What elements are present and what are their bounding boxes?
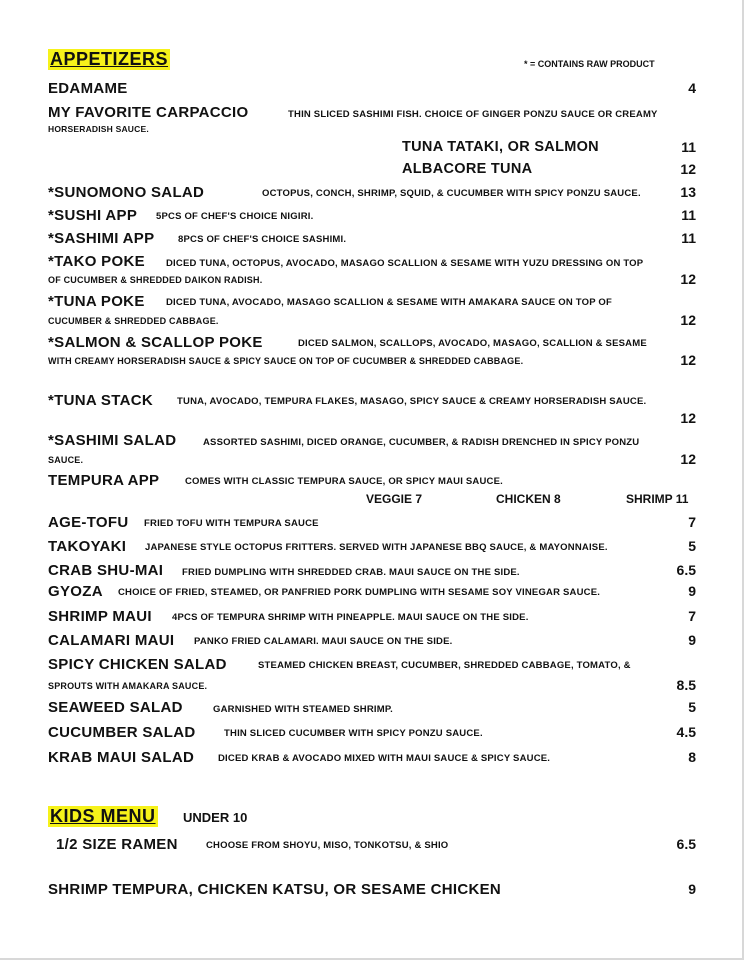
item-price: 4.5 [676, 724, 696, 740]
item-description: COMES WITH CLASSIC TEMPURA SAUCE, OR SPICY MAUI SAUCE. [185, 476, 503, 487]
item-price: 12 [680, 161, 696, 177]
item-name: *TUNA STACK [48, 392, 153, 409]
item-price: 12 [680, 271, 696, 287]
item-description: DICED TUNA, OCTOPUS, AVOCADO, MASAGO SCALLION & SESAME WITH YUZU DRESSING ON TOP [166, 258, 644, 269]
item-price: 7 [688, 514, 696, 530]
item-description: CHOICE OF FRIED, STEAMED, OR PANFRIED PORK DUMPLING WITH SESAME SOY VINEGAR SAUCE. [118, 587, 601, 598]
item-description: FRIED TOFU WITH TEMPURA SAUCE [144, 518, 319, 529]
kids-menu-subheading: UNDER 10 [183, 810, 248, 825]
item-name: KRAB MAUI SALAD [48, 749, 195, 766]
item-price: 12 [680, 352, 696, 368]
item-description: PANKO FRIED CALAMARI. MAUI SAUCE ON THE SIDE. [194, 636, 453, 647]
item-description: CUCUMBER & SHREDDED CABBAGE. [48, 316, 219, 326]
item-price: 9 [688, 881, 696, 897]
item-name: *SASHIMI APP [48, 230, 155, 247]
item-description: HORSERADISH SAUCE. [48, 124, 149, 134]
item-price: 4 [688, 80, 696, 96]
item-description: DICED KRAB & AVOCADO MIXED WITH MAUI SAUCE & SPICY SAUCE. [218, 753, 551, 764]
item-description: DICED TUNA, AVOCADO, MASAGO SCALLION & SESAME WITH AMAKARA SAUCE ON TOP OF [166, 297, 613, 308]
item-price: 9 [688, 583, 696, 599]
item-price: 13 [680, 184, 696, 200]
item-price: 8.5 [676, 677, 696, 693]
item-name: AGE-TOFU [48, 514, 129, 531]
item-description: 4PCS OF TEMPURA SHRIMP WITH PINEAPPLE. MAUI SAUCE ON THE SIDE. [172, 612, 529, 623]
item-name: *SASHIMI SALAD [48, 432, 177, 449]
item-price: 12 [680, 451, 696, 467]
item-price: 11 [681, 230, 696, 246]
tempura-option-chicken: CHICKEN 8 [496, 492, 561, 506]
item-price: 11 [681, 207, 696, 223]
item-price: 6.5 [676, 836, 696, 852]
item-name: CUCUMBER SALAD [48, 724, 196, 741]
appetizers-heading: APPETIZERS [50, 49, 169, 69]
item-option: TUNA TATAKI, OR SALMON [402, 139, 599, 155]
raw-product-note: * = CONTAINS RAW PRODUCT [524, 59, 655, 69]
item-name: *SALMON & SCALLOP POKE [48, 334, 263, 351]
item-name: MY FAVORITE CARPACCIO [48, 104, 249, 121]
item-name: SHRIMP MAUI [48, 608, 152, 625]
item-price: 6.5 [676, 562, 696, 578]
item-name: SEAWEED SALAD [48, 699, 183, 716]
item-description: ASSORTED SASHIMI, DICED ORANGE, CUCUMBER, & RADISH DRENCHED IN SPICY PONZU [203, 437, 640, 448]
item-description: DICED SALMON, SCALLOPS, AVOCADO, MASAGO, SCALLION & SESAME [298, 338, 647, 349]
item-description: 8PCS OF CHEF'S CHOICE SASHIMI. [178, 234, 347, 245]
item-price: 9 [688, 632, 696, 648]
item-description: 5PCS OF CHEF'S CHOICE NIGIRI. [156, 211, 314, 222]
item-name: CALAMARI MAUI [48, 632, 175, 649]
item-name: TAKOYAKI [48, 538, 127, 555]
item-description: JAPANESE STYLE OCTOPUS FRITTERS. SERVED WITH JAPANESE BBQ SAUCE, & MAYONNAISE. [145, 542, 608, 553]
item-description: TUNA, AVOCADO, TEMPURA FLAKES, MASAGO, SPICY SAUCE & CREAMY HORSERADISH SAUCE. [177, 396, 647, 407]
item-name: *SUSHI APP [48, 207, 138, 224]
item-name: *TAKO POKE [48, 253, 145, 270]
item-description: THIN SLICED CUCUMBER WITH SPICY PONZU SAUCE. [224, 728, 483, 739]
item-description: FRIED DUMPLING WITH SHREDDED CRAB. MAUI SAUCE ON THE SIDE. [182, 567, 520, 578]
item-price: 8 [688, 749, 696, 765]
item-name: TEMPURA APP [48, 472, 160, 489]
item-description: STEAMED CHICKEN BREAST, CUCUMBER, SHREDDED CABBAGE, TOMATO, & [258, 660, 631, 671]
item-option: ALBACORE TUNA [402, 161, 533, 177]
item-price: 7 [688, 608, 696, 624]
item-name: CRAB SHU-MAI [48, 562, 164, 579]
item-name: SPICY CHICKEN SALAD [48, 656, 227, 673]
tempura-option-veggie: VEGGIE 7 [366, 492, 423, 506]
item-name: *TUNA POKE [48, 293, 145, 310]
item-description: THIN SLICED SASHIMI FISH. CHOICE OF GINGER PONZU SAUCE OR CREAMY [288, 109, 658, 120]
item-name: 1/2 SIZE RAMEN [56, 836, 178, 853]
item-description: OCTOPUS, CONCH, SHRIMP, SQUID, & CUCUMBER WITH SPICY PONZU SAUCE. [262, 188, 641, 199]
item-name: EDAMAME [48, 80, 128, 97]
item-description: SPROUTS WITH AMAKARA SAUCE. [48, 681, 208, 691]
item-description: SAUCE. [48, 455, 84, 465]
item-description: WITH CREAMY HORSERADISH SAUCE & SPICY SAUCE ON TOP OF CUCUMBER & SHREDDED CABBAGE. [48, 356, 524, 366]
item-price: 5 [688, 538, 696, 554]
item-name: *SUNOMONO SALAD [48, 184, 205, 201]
item-price: 12 [680, 312, 696, 328]
item-name: GYOZA [48, 583, 103, 600]
item-price: 5 [688, 699, 696, 715]
item-price: 11 [681, 139, 696, 155]
item-description: CHOOSE FROM SHOYU, MISO, TONKOTSU, & SHIO [206, 840, 449, 851]
item-description: GARNISHED WITH STEAMED SHRIMP. [213, 704, 394, 715]
item-price: 12 [680, 410, 696, 426]
item-name: SHRIMP TEMPURA, CHICKEN KATSU, OR SESAME CHICKEN [48, 881, 502, 898]
item-description: OF CUCUMBER & SHREDDED DAIKON RADISH. [48, 275, 263, 285]
kids-menu-heading: KIDS MENU [50, 806, 156, 826]
tempura-option-shrimp: SHRIMP 11 [626, 492, 689, 506]
